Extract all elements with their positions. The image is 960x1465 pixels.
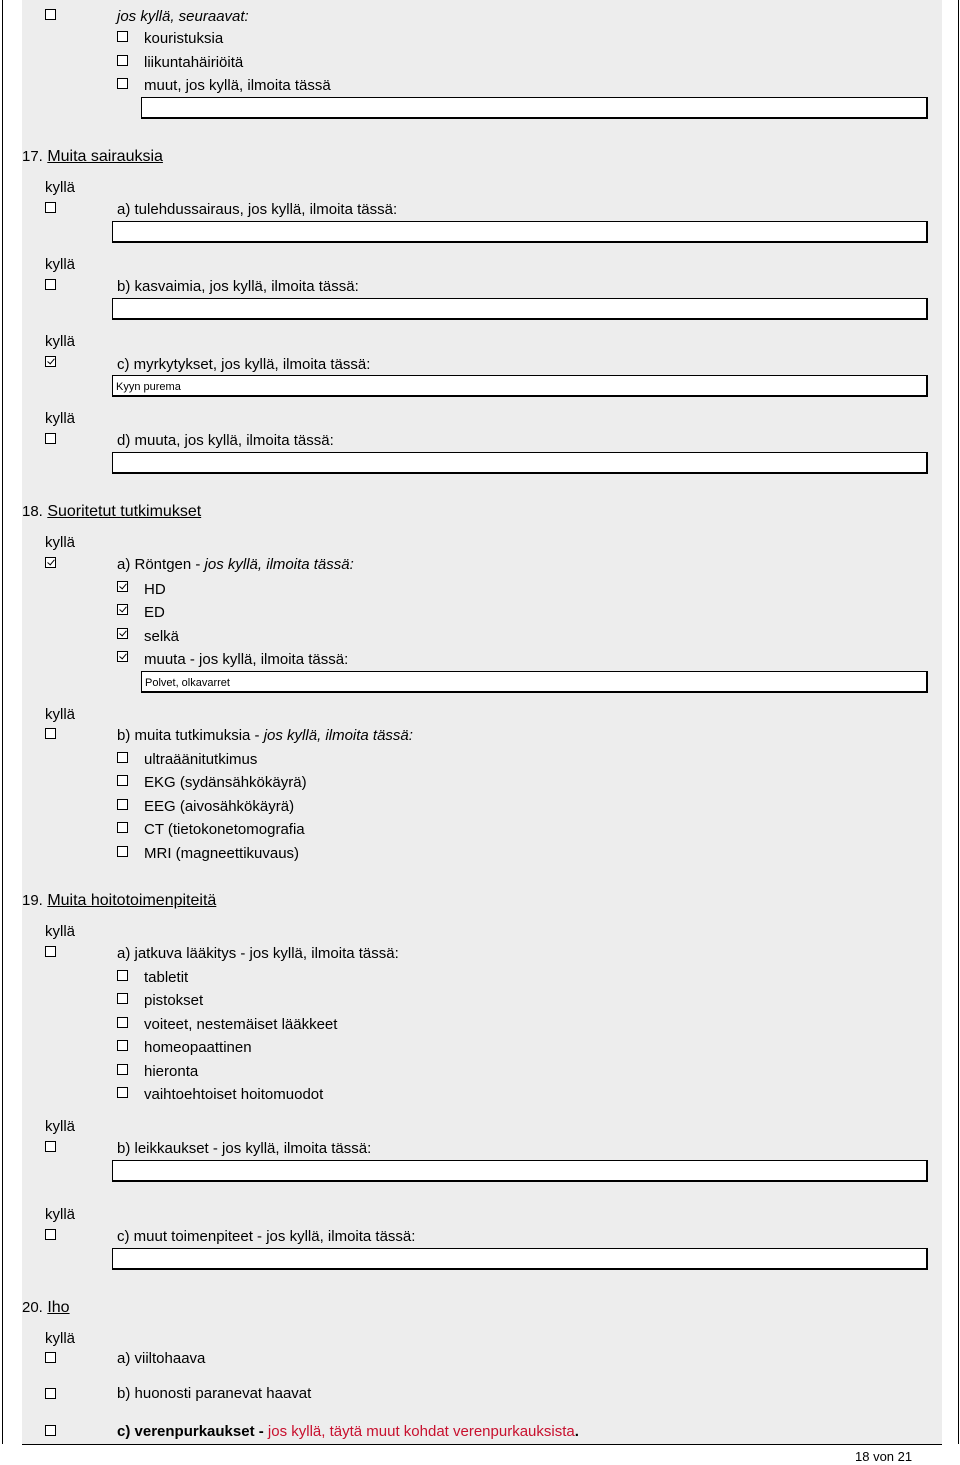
option-label: selkä bbox=[144, 628, 180, 645]
checkbox-muut[interactable] bbox=[117, 78, 128, 89]
option-label: MRI (magneettikuvaus) bbox=[144, 845, 300, 862]
option-label: muuta - jos kyllä, ilmoita tässä: bbox=[144, 651, 349, 668]
checkbox-voiteet[interactable] bbox=[117, 1017, 128, 1028]
option-label: homeopaattinen bbox=[144, 1039, 252, 1056]
yes-label: kyllä bbox=[45, 179, 76, 196]
checkbox-mri[interactable] bbox=[117, 846, 128, 857]
checkbox-ekg[interactable] bbox=[117, 775, 128, 786]
option-label: hieronta bbox=[144, 1063, 199, 1080]
yes-label: kyllä bbox=[45, 333, 76, 350]
field-19b[interactable] bbox=[112, 1160, 928, 1182]
item-19a-label: a) jatkuva lääkitys - jos kyllä, ilmoita tässä: bbox=[117, 945, 399, 962]
checkbox-muuta[interactable] bbox=[117, 651, 128, 662]
top-lead-label: jos kyllä, seuraavat: bbox=[117, 8, 249, 25]
section-18-heading: 18. Suoritetut tutkimukset bbox=[22, 503, 202, 520]
option-label: EKG (sydänsähkökäyrä) bbox=[144, 774, 307, 791]
yes-label: kyllä bbox=[45, 706, 76, 723]
checkbox-20b[interactable] bbox=[45, 1388, 56, 1399]
checkbox-19a[interactable] bbox=[45, 946, 56, 957]
section-19-heading: 19. Muita hoitotoimenpiteitä bbox=[22, 892, 217, 909]
option-label: ED bbox=[144, 604, 165, 621]
yes-label: kyllä bbox=[45, 256, 76, 273]
option-label: HD bbox=[144, 581, 166, 598]
checkbox-vaihtoehtoiset[interactable] bbox=[117, 1087, 128, 1098]
section-20-heading: 20. Iho bbox=[22, 1299, 70, 1316]
checkbox-ultraaani[interactable] bbox=[117, 752, 128, 763]
checkbox-selka[interactable] bbox=[117, 628, 128, 639]
checkbox-17d[interactable] bbox=[45, 433, 56, 444]
item-19b-label: b) leikkaukset - jos kyllä, ilmoita tässä: bbox=[117, 1140, 372, 1157]
yes-label: kyllä bbox=[45, 1118, 76, 1135]
checkbox-homeopaattinen[interactable] bbox=[117, 1040, 128, 1051]
option-label: kouristuksia bbox=[144, 30, 224, 47]
field-18a-muuta[interactable]: Polvet, olkavarret bbox=[141, 671, 928, 693]
top-muut-field[interactable] bbox=[141, 97, 928, 119]
left-page-border bbox=[2, 0, 3, 1444]
field-17a[interactable] bbox=[112, 221, 928, 243]
option-label: muut, jos kyllä, ilmoita tässä bbox=[144, 77, 331, 94]
option-label: ultraäänitutkimus bbox=[144, 751, 258, 768]
right-page-border bbox=[958, 0, 959, 1444]
checkbox-17b[interactable] bbox=[45, 279, 56, 290]
checkbox-19b[interactable] bbox=[45, 1141, 56, 1152]
checkbox-18b[interactable] bbox=[45, 728, 56, 739]
checkbox-18a[interactable] bbox=[45, 557, 56, 568]
option-label: CT (tietokonetomografia bbox=[144, 821, 305, 838]
option-label: EEG (aivosähkökäyrä) bbox=[144, 798, 295, 815]
field-19c[interactable] bbox=[112, 1248, 928, 1270]
checkbox-hd[interactable] bbox=[117, 581, 128, 592]
checkbox-eeg[interactable] bbox=[117, 799, 128, 810]
checkbox-17a[interactable] bbox=[45, 202, 56, 213]
option-label: pistokset bbox=[144, 992, 204, 1009]
checkbox-20a[interactable] bbox=[45, 1352, 56, 1363]
checkbox-liikuntahairioita[interactable] bbox=[117, 55, 128, 66]
yes-label: kyllä bbox=[45, 534, 76, 551]
field-17b[interactable] bbox=[112, 298, 928, 320]
section-17-heading: 17. Muita sairauksia bbox=[22, 148, 163, 165]
checkbox-tabletit[interactable] bbox=[117, 970, 128, 981]
checkbox-ct[interactable] bbox=[117, 822, 128, 833]
option-label: liikuntahäiriöitä bbox=[144, 54, 244, 71]
option-label: tabletit bbox=[144, 969, 189, 986]
item-17d-label: d) muuta, jos kyllä, ilmoita tässä: bbox=[117, 432, 334, 449]
item-18b-label: b) muita tutkimuksia - jos kyllä, ilmoita tässä: bbox=[117, 727, 413, 744]
checkbox-hieronta[interactable] bbox=[117, 1064, 128, 1075]
item-20c-label: c) verenpurkaukset - jos kyllä, täytä muut kohdat verenpurkauksista. bbox=[117, 1423, 579, 1440]
item-17b-label: b) kasvaimia, jos kyllä, ilmoita tässä: bbox=[117, 278, 359, 295]
item-18a-label: a) Röntgen - jos kyllä, ilmoita tässä: bbox=[117, 556, 354, 573]
field-17d[interactable] bbox=[112, 452, 928, 474]
item-19c-label: c) muut toimenpiteet - jos kyllä, ilmoita tässä: bbox=[117, 1228, 416, 1245]
checkbox-kouristuksia[interactable] bbox=[117, 31, 128, 42]
option-label: voiteet, nestemäiset lääkkeet bbox=[144, 1016, 338, 1033]
page-number: 18 von 21 bbox=[855, 1449, 913, 1464]
footer-divider bbox=[22, 1444, 942, 1445]
checkbox-top-lead[interactable] bbox=[45, 9, 56, 20]
checkbox-20c[interactable] bbox=[45, 1425, 56, 1436]
checkbox-pistokset[interactable] bbox=[117, 993, 128, 1004]
option-label: vaihtoehtoiset hoitomuodot bbox=[144, 1086, 324, 1103]
yes-label: kyllä bbox=[45, 1330, 76, 1347]
yes-label: kyllä bbox=[45, 410, 76, 427]
checkbox-ed[interactable] bbox=[117, 604, 128, 615]
item-20b-label: b) huonosti paranevat haavat bbox=[117, 1385, 312, 1402]
item-17a-label: a) tulehdussairaus, jos kyllä, ilmoita tässä: bbox=[117, 201, 398, 218]
checkbox-19c[interactable] bbox=[45, 1229, 56, 1240]
checkbox-17c[interactable] bbox=[45, 356, 56, 367]
field-17c[interactable]: Kyyn purema bbox=[112, 375, 928, 397]
item-20a-label: a) viiltohaava bbox=[117, 1350, 206, 1367]
item-17c-label: c) myrkytykset, jos kyllä, ilmoita tässä: bbox=[117, 356, 371, 373]
yes-label: kyllä bbox=[45, 923, 76, 940]
yes-label: kyllä bbox=[45, 1206, 76, 1223]
